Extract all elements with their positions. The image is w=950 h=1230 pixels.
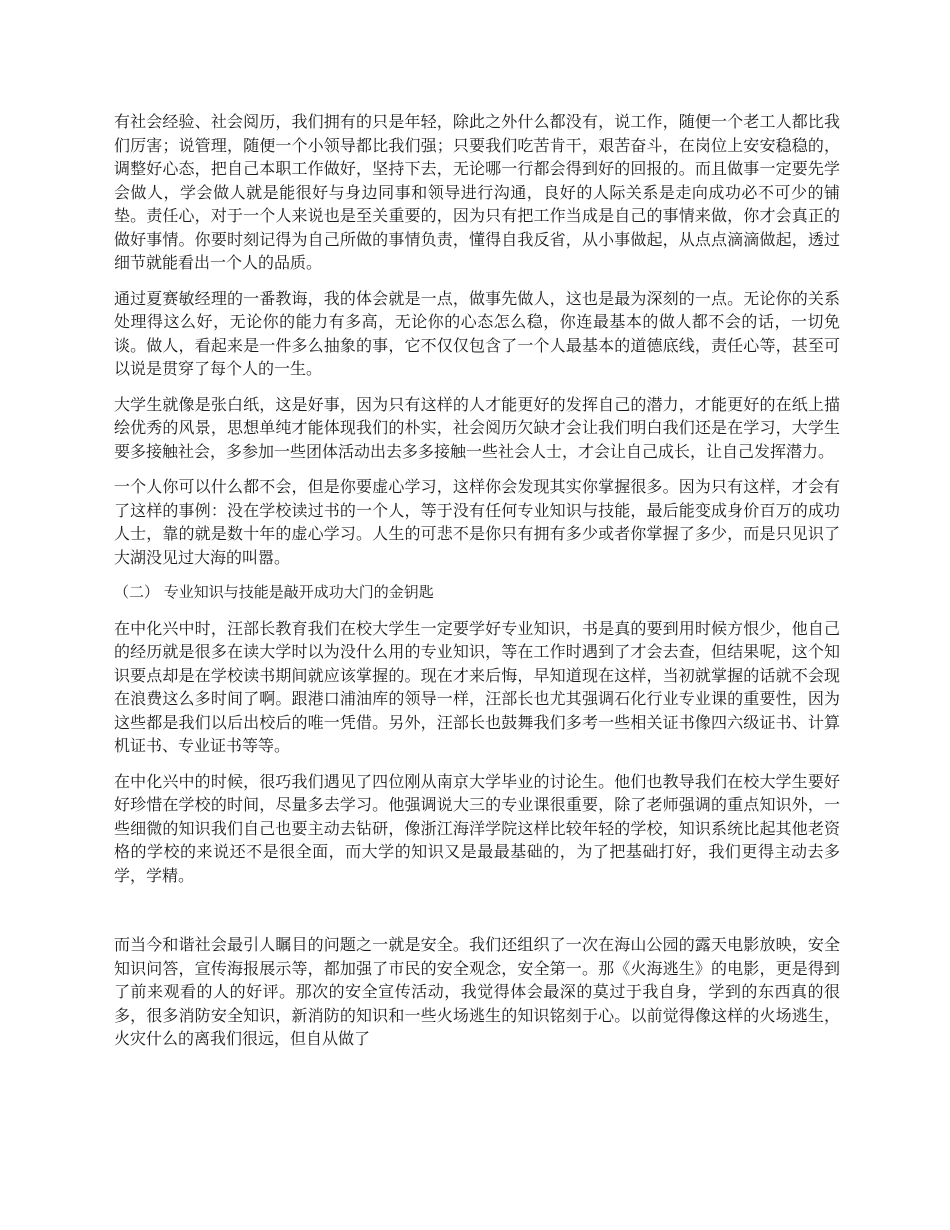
paragraph-safety: 而当今和谐社会最引人瞩目的问题之一就是安全。我们还组织了一次在海山公园的露天电影放映，安全知识问答，宣传海报展示等，都加强了市民的安全观念，安全第一。那《火海逃生》的电影，更是得到了前来观看的人的好评。那次的安全宣传活动，我觉得体会最深的莫过于我自身，学到的东西真的很多，很多消防安全知识，新消防的知识和一些火场逃生的知识铭刻于心。以前觉得像这样的火场逃生，火灾什么的离我们很远，但自从做了 [114, 935, 840, 1048]
paragraph-blank-paper: 大学生就像是张白纸，这是好事，因为只有这样的人才能更好的发挥自己的潜力，才能更好的在纸上描绘优秀的风景，思想单纯才能体现我们的朴实，社会阅历欠缺才会让我们明白我们还是在学习，大学生要多接触社会，多参加一些团体活动出去多多接触一些社会人士，才会让自己成长，让自己发挥潜力。 [114, 394, 840, 461]
paragraph-social-experience: 有社会经验、社会阅历，我们拥有的只是年轻，除此之外什么都没有，说工作，随便一个老工人都比我们厉害；说管理，随便一个小领导都比我们强；只要我们吃苦肯干，艰苦奋斗，在岗位上安安稳稳的，调整好心态，把自己本职工作做好，坚持下去，无论哪一行都会得到好的回报的。而且做事一定要先学会做人，学会做人就是能很好与身边同事和领导进行沟通，良好的人际关系是走向成功必不可少的铺垫。责任心，对于一个人来说也是至关重要的，因为只有把工作当成是自己的事情来做，你才会真正的做好事情。你要时刻记得为自己所做的事情负责，懂得自我反省，从小事做起，从点点滴滴做起，透过细节就能看出一个人的品质。 [114, 112, 840, 272]
section-spacer [114, 899, 840, 933]
paragraph-minister-wang: 在中化兴中时，汪部长教育我们在校大学生一定要学好专业知识，书是真的要到用时候方恨少，他自己的经历就是很多在读大学时以为没什么用的专业知识，等在工作时遇到了才会去查，但结果呢，这个知识要点却是在学校读书期间就应该掌握的。现在才来后悔，早知道现在这样，当初就掌握的话就不会现在浪费这么多时间了啊。跟港口浦油库的领导一样，汪部长也尤其强调石化行业专业课的重要性，因为这些都是我们以后出校后的唯一凭借。另外，汪部长也鼓舞我们多考一些相关证书像四六级证书、计算机证书、专业证书等等。 [114, 618, 840, 755]
paragraph-nanjing-graduates: 在中化兴中的时候，很巧我们遇见了四位刚从南京大学毕业的讨论生。他们也教导我们在校大学生要好好珍惜在学校的时间，尽量多去学习。他强调说大三的专业课很重要，除了老师强调的重点知识外，一些细微的知识我们自己也要主动去钻研，像浙江海洋学院这样比较年轻的学校，知识系统比起其他老资格的学校的来说还不是很全面，而大学的知识又是最最基础的，为了把基础打好，我们更得主动去多学，学精。 [114, 771, 840, 885]
section-heading-professional-knowledge: （二） 专业知识与技能是敲开成功大门的金钥匙 [114, 583, 434, 601]
document-page [114, 110, 840, 1063]
paragraph-humble-learning: 一个人你可以什么都不会，但是你要虚心学习，这样你会发现其实你掌握很多。因为只有这样，才会有了这样的事例：没在学校读过书的一个人，等于没有任何专业知识与技能，最后能变成身价百万的成功人士，靠的就是数十年的虚心学习。人生的可悲不是你只有拥有多少或者你掌握了多少，而是只见识了大湖没见过大海的叫嚣。 [114, 477, 840, 567]
paragraph-be-a-good-person: 通过夏赛敏经理的一番教诲，我的体会就是一点，做事先做人，这也是最为深刻的一点。无论你的关系处理得这么好，无论你的能力有多高，无论你的心态怎么稳，你连最基本的做人都不会的话，一切免谈。做人，看起来是一件多么抽象的事，它不仅仅包含了一个人最基本的道德底线，责任心等，甚至可以说是贯穿了每个人的一生。 [114, 288, 840, 378]
